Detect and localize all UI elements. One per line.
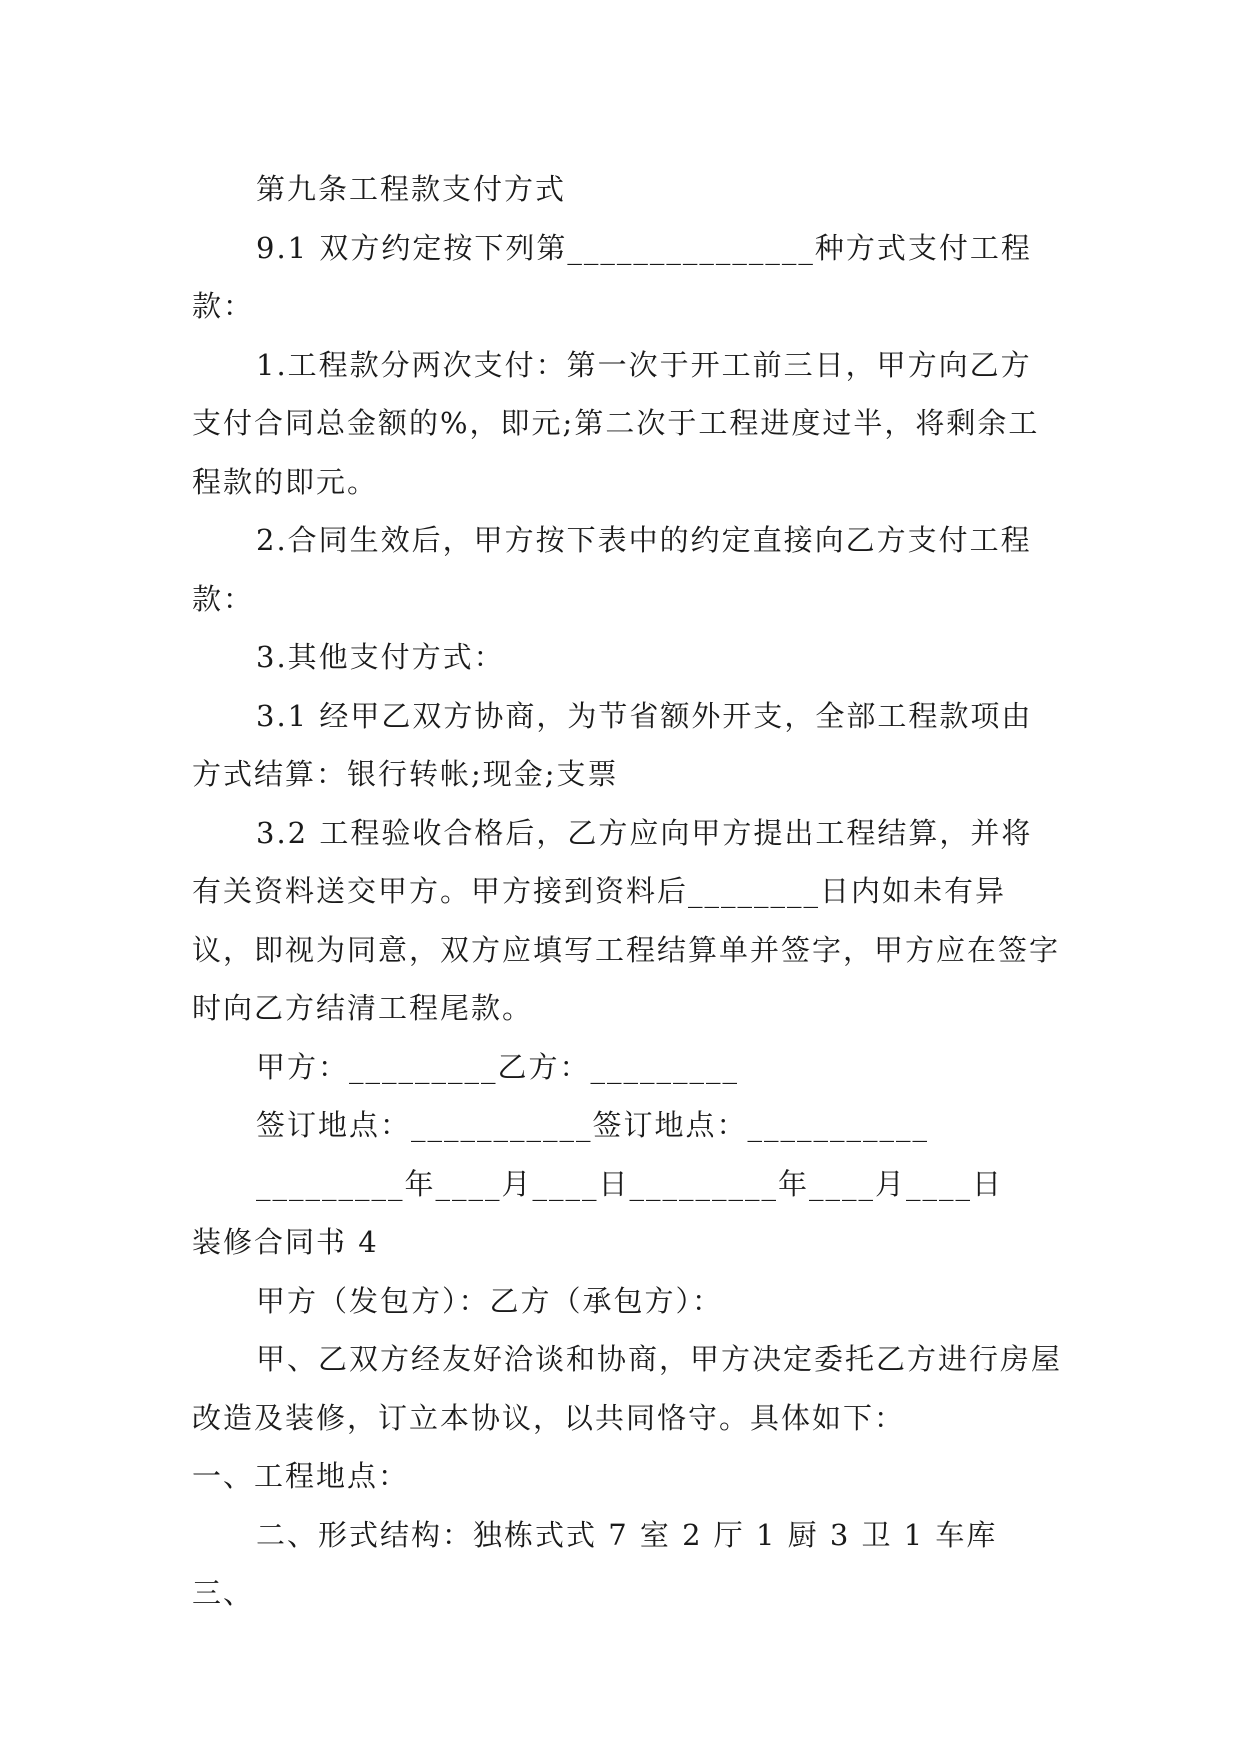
signature-parties: 甲方：_________乙方：_________ [256, 1049, 740, 1084]
contract-4-section-2: 二、形式结构：独栋式式 7 室 2 厅 1 厨 3 卫 1 车库 三、 [192, 1517, 1009, 1610]
contract-4-preamble: 甲、乙双方经友好洽谈和协商，甲方决定委托乙方进行房屋改造及装修，订立本协议，以共同恪守。具体如下： [192, 1342, 1063, 1435]
paragraph-option-3: 3.其他支付方式： [256, 640, 505, 674]
paragraph-3-1: 3.1 经甲乙双方协商，为节省额外开支，全部工程款项由方式结算：银行转帐;现金;支票 [192, 698, 1033, 791]
signature-dates: _________年____月____日_________年____月____日 [256, 1166, 1004, 1201]
contract-4-section-1: 一、工程地点： [192, 1459, 410, 1493]
paragraph-9-1: 9.1 双方约定按下列第_______________种方式支付工程款： [192, 230, 1032, 323]
contract-4-heading: 装修合同书 4 [192, 1225, 379, 1259]
signature-locations: 签订地点：___________签订地点：___________ [256, 1108, 930, 1142]
paragraph-article-9-title: 第九条工程款支付方式 [256, 172, 567, 206]
paragraph-option-1: 1.工程款分两次支付：第一次于开工前三日，甲方向乙方支付合同总金额的%，即元;第二次于工程进度过半，将剩余工程款的即元。 [192, 347, 1040, 499]
document-body [192, 160, 1062, 1623]
paragraph-option-2: 2.合同生效后，甲方按下表中的约定直接向乙方支付工程款： [192, 523, 1032, 616]
contract-4-parties: 甲方（发包方）：乙方（承包方）： [256, 1283, 724, 1318]
paragraph-3-2: 3.2 工程验收合格后，乙方应向甲方提出工程结算，并将有关资料送交甲方。甲方接到资料后________日内如未有异议，即视为同意，双方应填写工程结算单并签字，甲方应在签字时向乙方结清工程尾款。 [192, 815, 1061, 1025]
